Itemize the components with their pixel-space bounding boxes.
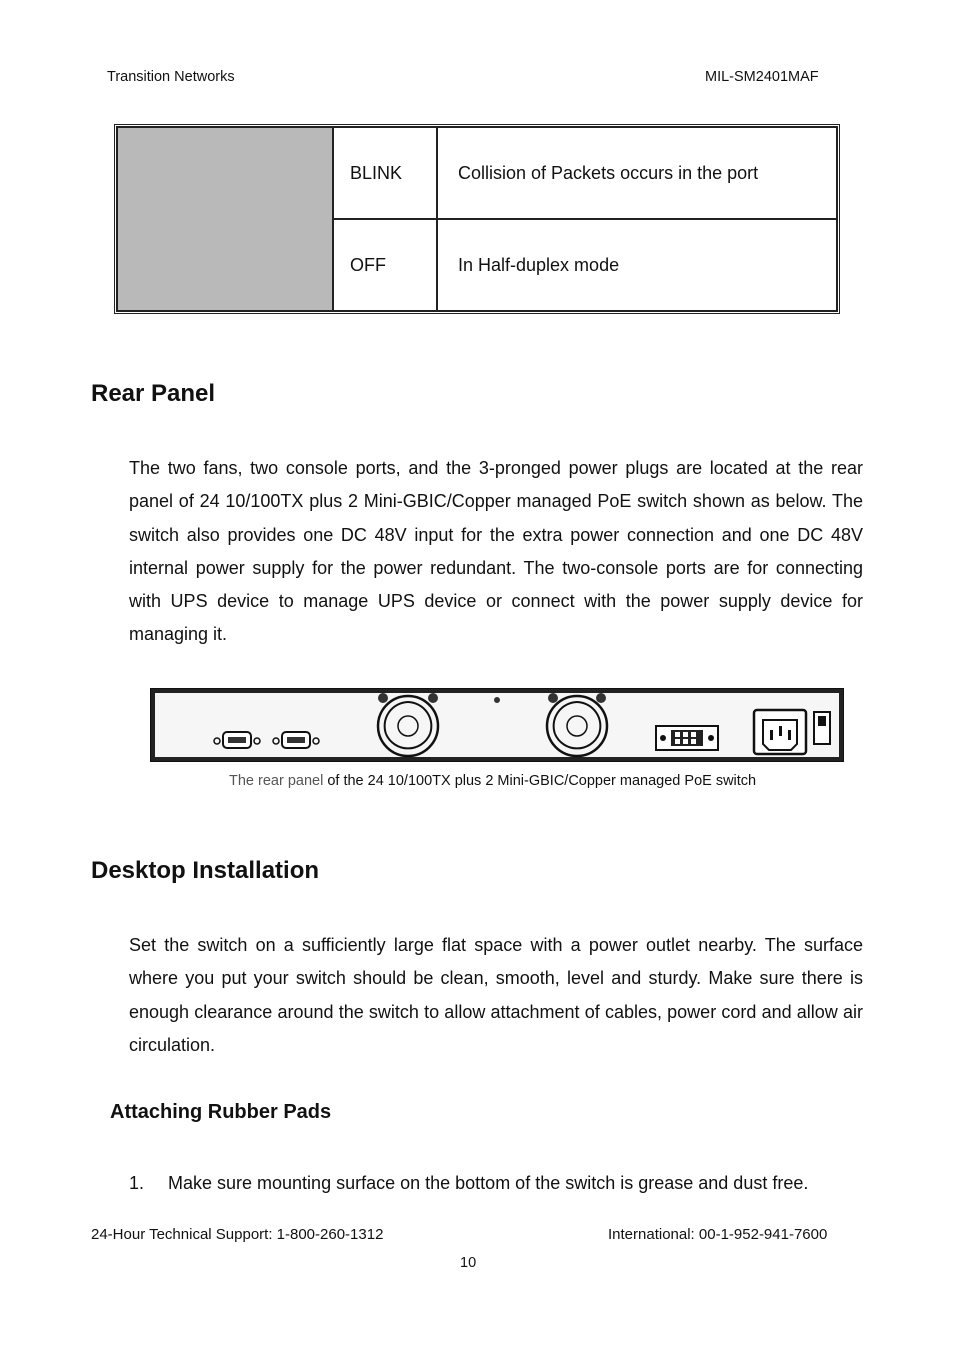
footer-international: International: 00-1-952-941-7600 [608,1226,828,1243]
caption-lead: The rear panel [229,773,324,789]
rear-panel-paragraph: The two fans, two console ports, and the 3-pronged power plugs are located at the rear panel of 24 10/100TX plus 2 Mini-GBIC/Copper managed PoE switch shown as below. The switch also provides one DC 48V input for the extra power connection and one DC 48V internal power supply for the power redundant. The two-console ports are for connecting with UPS device to manage UPS device or connect with the power supply device for managing it. [129,458,863,645]
led-description-cell: In Half-duplex mode [437,219,837,311]
header-model: MIL-SM2401MAF [705,69,819,85]
desktop-installation-paragraph: Set the switch on a sufficiently large flat space with a power outlet nearby. The surface where you put your switch should be clean, smooth, level and sturdy. Make sure there is enough clearance around the switch to allow attachment of cables, power cord and allow air circulation. [129,935,863,1055]
header-company: Transition Networks [107,69,235,85]
led-state-cell: OFF [333,219,437,311]
screw-icon [494,697,500,703]
led-status-table [114,124,840,314]
rear-panel-image [150,688,844,762]
step-text: Make sure mounting surface on the bottom of the switch is grease and dust free. [168,1173,809,1193]
page-number: 10 [460,1255,477,1271]
power-switch-icon [814,712,830,744]
footer-support: 24-Hour Technical Support: 1-800-260-1312 [91,1226,384,1243]
dc-input-connector-icon [656,726,718,750]
ac-power-socket-icon [754,710,806,754]
rubber-pads-heading: Attaching Rubber Pads [110,1101,332,1123]
caption-text: of the 24 10/100TX plus 2 Mini-GBIC/Copper managed PoE switch [323,773,757,789]
desktop-installation-heading: Desktop Installation [91,857,320,884]
list-item [129,1173,808,1194]
table-row [117,127,837,219]
led-description-cell: Collision of Packets occurs in the port [437,127,837,219]
rear-panel-heading: Rear Panel [91,380,216,407]
step-number: 1. [129,1173,145,1193]
led-state-cell: BLINK [333,127,437,219]
figure-caption [229,773,756,789]
led-name-cell [117,127,333,311]
